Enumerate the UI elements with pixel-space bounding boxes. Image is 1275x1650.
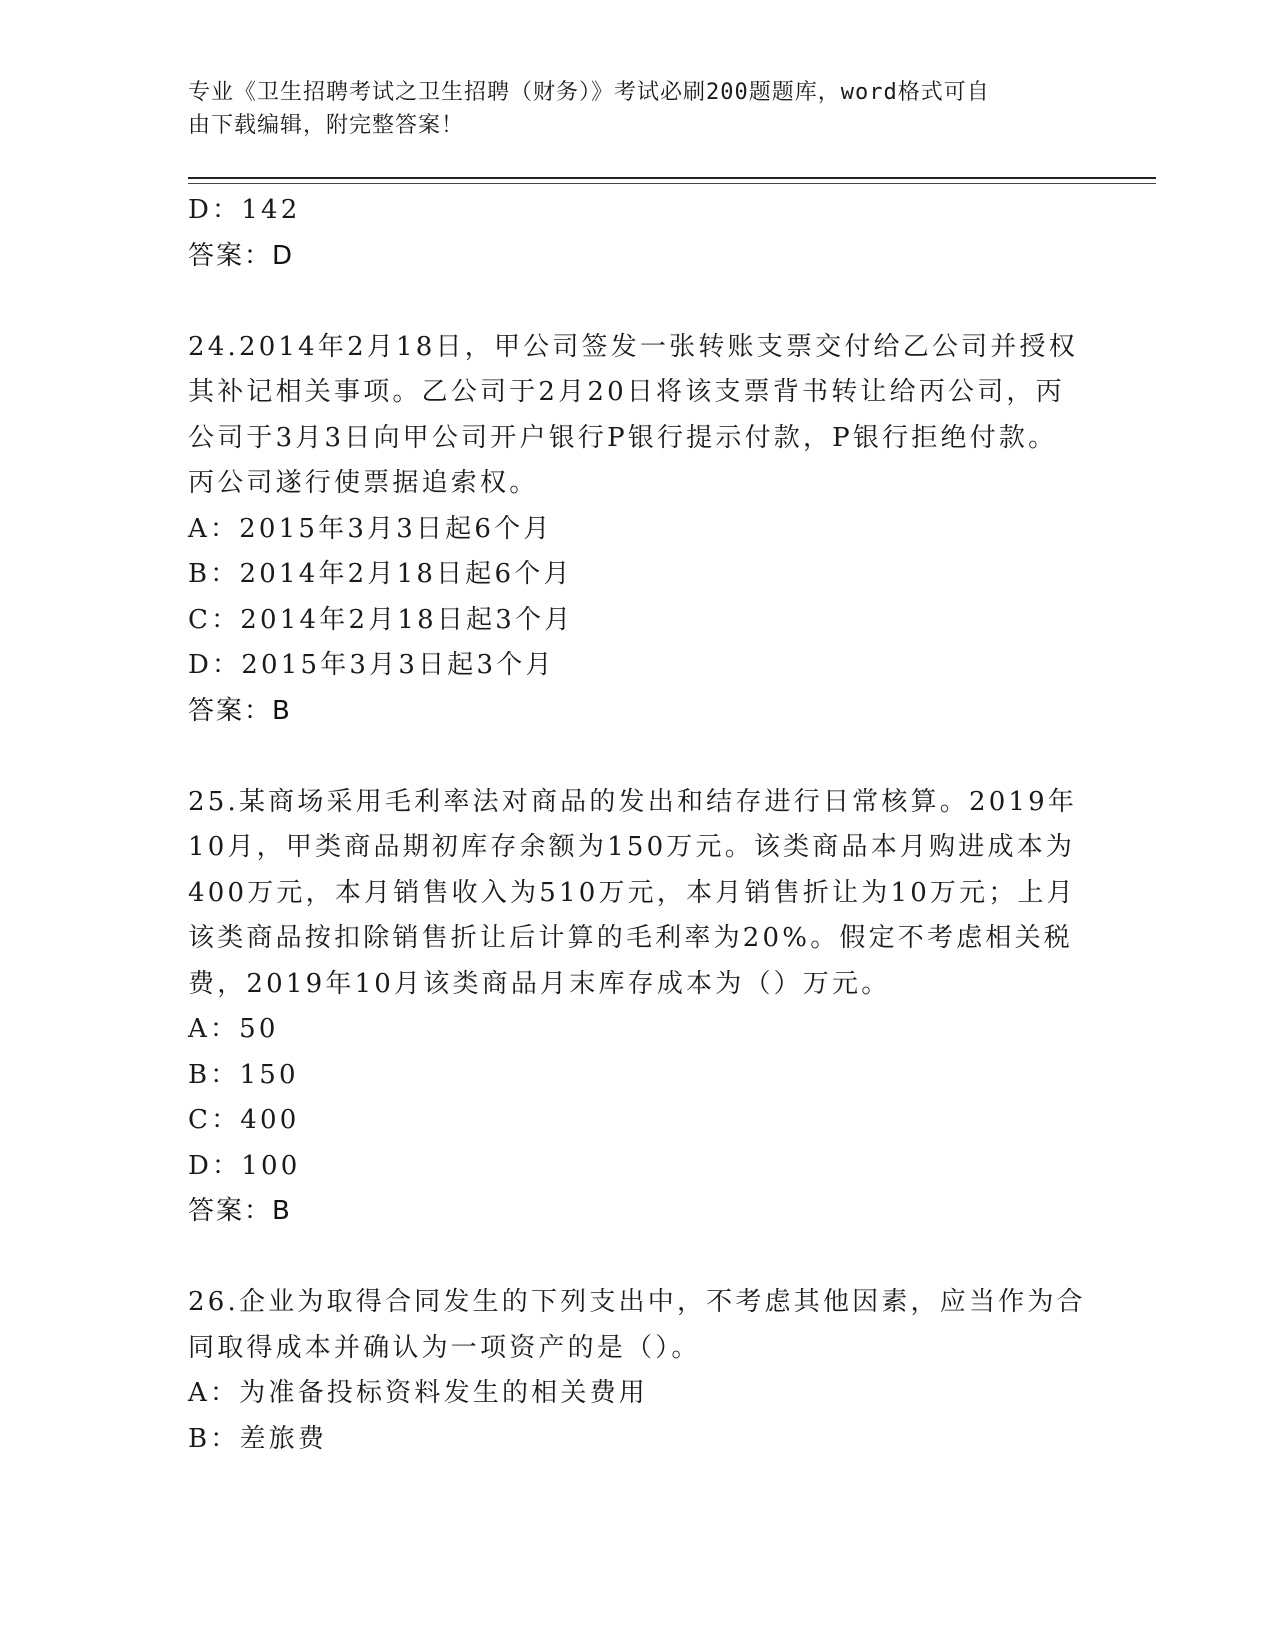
- question-25-option-d: D：100: [188, 1150, 301, 1181]
- question-25-stem-line: 10月，甲类商品期初库存余额为150万元。该类商品本月购进成本为: [188, 832, 1076, 862]
- question-25-option-a: A：50: [188, 1014, 279, 1044]
- question-26-stem-line: 26.企业为取得合同发生的下列支出中，不考虑其他因素，应当作为合: [188, 1287, 1086, 1317]
- question-26-stem-line: 同取得成本并确认为一项资产的是（）。: [188, 1332, 701, 1363]
- prev-option-d: D：142: [188, 195, 301, 225]
- question-26-option-b: B：差旅费: [188, 1423, 328, 1454]
- header-line-1: 专业《卫生招聘考试之卫生招聘（财务）》考试必刷200题题库，word格式可自: [188, 80, 990, 105]
- spacer: [188, 279, 1088, 325]
- question-24-option-c: C：2014年2月18日起3个月: [188, 604, 574, 635]
- spacer: [188, 1235, 1088, 1281]
- question-26-option-a: A：为准备投标资料发生的相关费用: [188, 1378, 648, 1408]
- spacer: [188, 734, 1088, 780]
- question-25-option-b: B：150: [188, 1059, 299, 1090]
- question-25-option-c: C：400: [188, 1105, 300, 1135]
- question-26: [188, 1280, 1088, 1462]
- question-25-stem-line: 400万元，本月销售收入为510万元，本月销售折让为10万元；上月: [188, 877, 1076, 908]
- question-24-option-a: A：2015年3月3日起6个月: [188, 513, 553, 544]
- question-25-stem-line: 费，2019年10月该类商品月末库存成本为（）万元。: [188, 968, 891, 999]
- question-25-stem-line: 该类商品按扣除销售折让后计算的毛利率为20%。假定不考虑相关税: [188, 923, 1073, 953]
- document-body: [188, 188, 1088, 1462]
- header-divider-thin: [188, 183, 1156, 184]
- question-24-stem-line: 其补记相关事项。乙公司于2月20日将该支票背书转让给丙公司，丙: [188, 377, 1065, 407]
- header-divider-thick: [188, 177, 1156, 179]
- question-24-option-b: B：2014年2月18日起6个月: [188, 559, 573, 589]
- page-header: [188, 76, 1068, 142]
- question-24-option-d: D：2015年3月3日起3个月: [188, 650, 555, 680]
- question-24-stem-line: 24.2014年2月18日，甲公司签发一张转账支票交付给乙公司并授权: [188, 331, 1078, 362]
- prev-answer: 答案：D: [188, 240, 295, 271]
- question-25: [188, 780, 1088, 1235]
- question-24-stem-line: 丙公司遂行使票据追索权。: [188, 468, 539, 498]
- question-25-answer: 答案：B: [188, 1196, 292, 1226]
- header-line-2: 由下载编辑，附完整答案！: [188, 113, 465, 138]
- question-24-stem-line: 公司于3月3日向甲公司开户银行P银行提示付款，P银行拒绝付款。: [188, 422, 1058, 453]
- question-24-answer: 答案：B: [188, 695, 292, 726]
- question-24: [188, 325, 1088, 735]
- question-25-stem-line: 25.某商场采用毛利率法对商品的发出和结存进行日常核算。2019年: [188, 786, 1078, 817]
